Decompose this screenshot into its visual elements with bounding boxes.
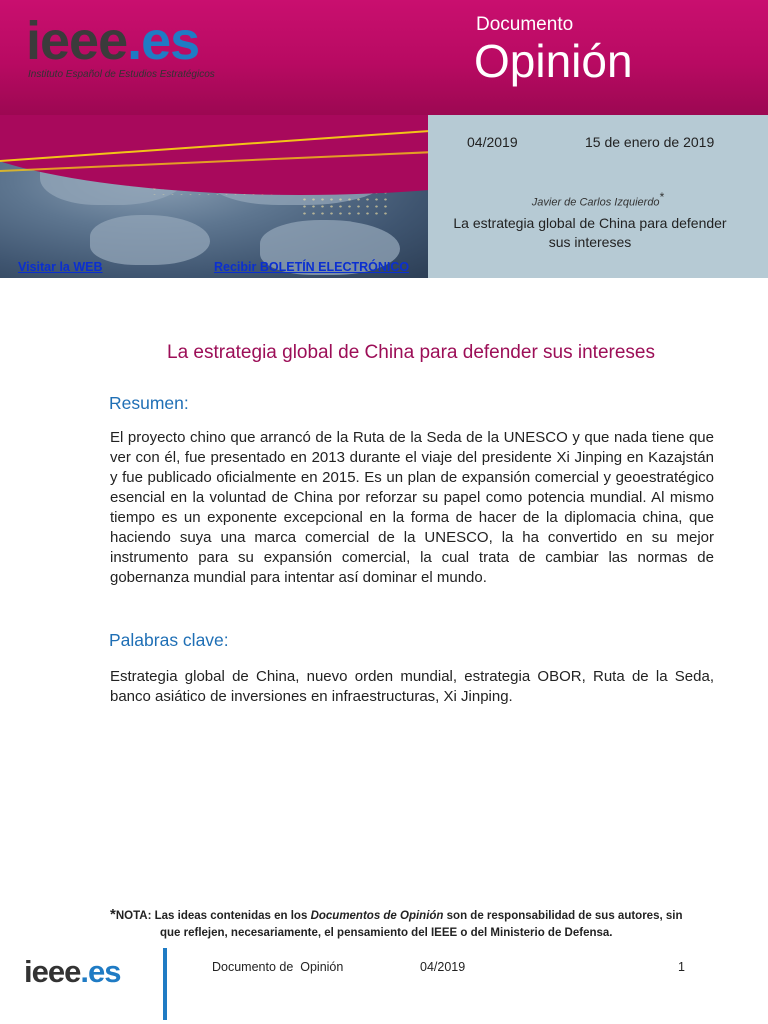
keywords-paragraph: Estrategia global de China, nuevo orden mundial, estrategia OBOR, Ruta de la Seda, banco asiático de inversiones en infraestructuras, Xi Jinping. bbox=[110, 668, 714, 705]
document-number: 04/2019 bbox=[467, 134, 518, 150]
footer-document-label: Documento de Opinión bbox=[212, 960, 344, 974]
logo-es-text: .es bbox=[127, 11, 200, 71]
ieee-logo[interactable] bbox=[26, 11, 200, 71]
visit-web-link[interactable]: Visitar la WEB bbox=[18, 260, 103, 274]
note-line-2: que reflejen, necesariamente, el pensamiento del IEEE o del Ministerio de Defensa. bbox=[160, 927, 613, 939]
note-text-before: Las ideas contenidas en los bbox=[154, 910, 308, 922]
panel-document-title: La estrategia global de China para defender sus intereses bbox=[453, 215, 727, 250]
keywords-heading: Palabras clave: bbox=[109, 630, 229, 650]
note-text-after: son de responsabilidad de sus autores, sin bbox=[446, 910, 683, 922]
world-map-image bbox=[0, 115, 428, 278]
footer-page-number: 1 bbox=[678, 960, 685, 974]
note-text-italic: Documentos de Opinión bbox=[310, 910, 444, 922]
document-date: 15 de enero de 2019 bbox=[585, 134, 715, 150]
article-title: La estrategia global de China para defender sus intereses bbox=[167, 342, 655, 363]
summary-paragraph: El proyecto chino que arrancó de la Ruta de la Seda de la UNESCO y que nada tiene que ver con él, fue presentado en 2013 durante el viaje del presidente Xi Jinping en Kazajstán y fue publicado oficialmente en 2015. Es un plan de expansión comercial y geoestratégico esencial en la voluntad de China por reforzar su papel como potencia mundial. Al mismo tiempo es un exponente excepcional en la forma de hacer de la diplomacia china, que haciendo suya una marca comercial de la UNESCO, la ha convertido en su mejor instrumento para su expansión comercial, la cual trata de cambiar las normas de gobernanza mundial para intentar así dominar el mundo. bbox=[110, 429, 714, 586]
note-star: * bbox=[110, 906, 116, 923]
summary-heading: Resumen: bbox=[109, 393, 189, 413]
disclaimer-note bbox=[110, 906, 720, 942]
newsletter-link[interactable]: Recibir BOLETÍN ELECTRÓNICO bbox=[214, 260, 410, 274]
footer-document-number: 04/2019 bbox=[420, 960, 466, 974]
footer-divider bbox=[163, 948, 167, 1020]
footer-logo-es-text: .es bbox=[80, 954, 121, 989]
author-name: Javier de Carlos Izquierdo bbox=[531, 196, 660, 209]
logo-ieee-text: ieee bbox=[26, 11, 128, 71]
document-type-title: Opinión bbox=[474, 35, 633, 87]
footer-logo-ieee-text: ieee bbox=[24, 954, 81, 989]
document-type-label: Documento bbox=[476, 14, 574, 35]
author-line bbox=[428, 190, 768, 209]
author-note-mark: * bbox=[659, 190, 665, 204]
logo-subtitle: Instituto Español de Estudios Estratégicos bbox=[28, 69, 215, 80]
note-label: NOTA: bbox=[115, 910, 152, 922]
footer-ieee-logo bbox=[24, 954, 120, 990]
header-banner bbox=[0, 0, 768, 278]
